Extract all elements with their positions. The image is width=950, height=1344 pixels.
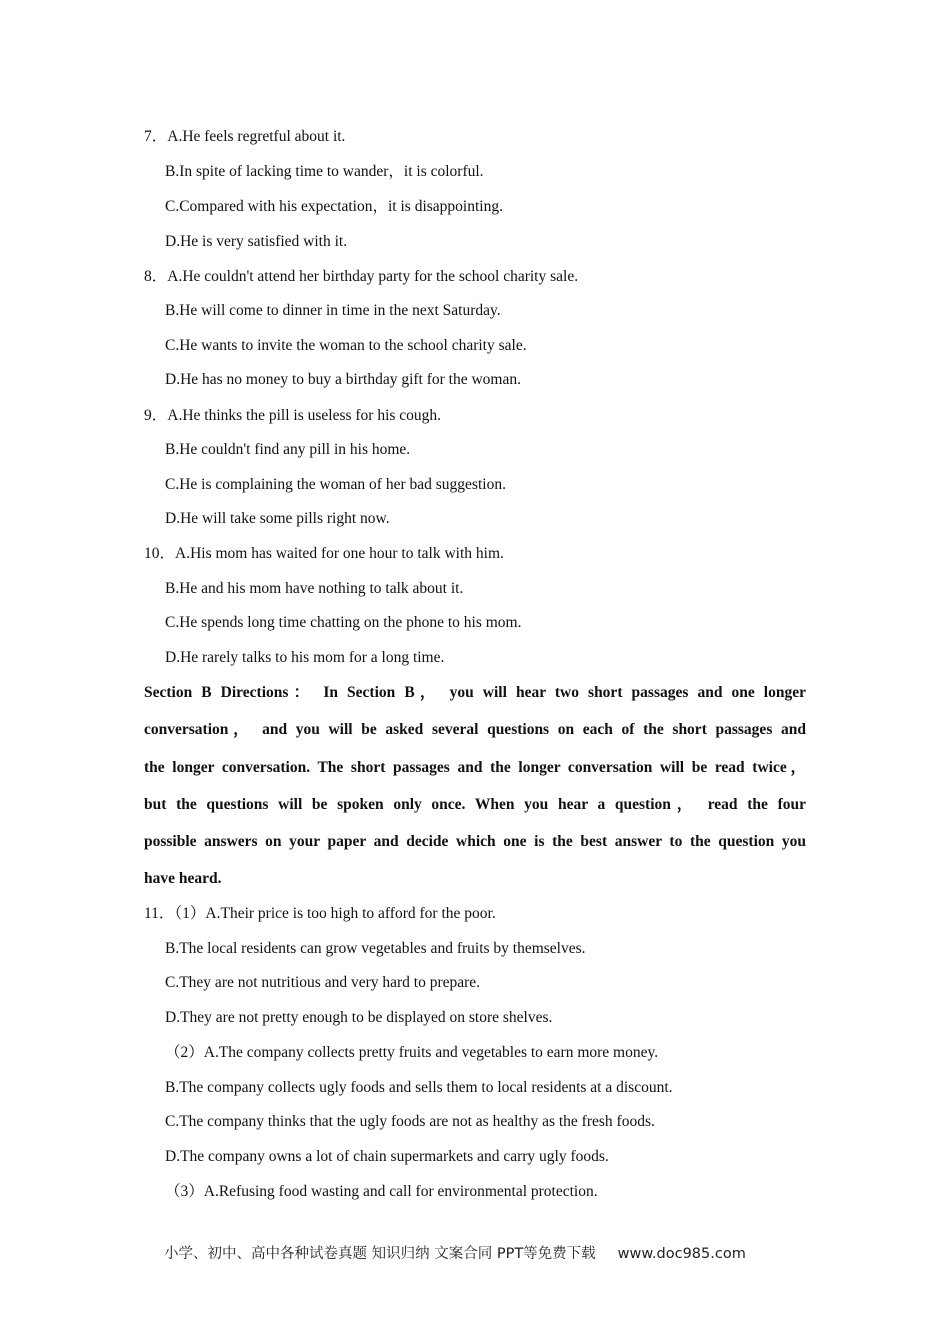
question-11-part2-option-b: B.The company collects ugly foods and sells them to local residents at a discount. bbox=[165, 1079, 673, 1096]
section-b-directions-line: Section B Directions： In Section B， you will hear two short passages and one longer bbox=[144, 684, 806, 701]
question-10-option-d: D.He rarely talks to his mom for a long time. bbox=[165, 649, 445, 666]
question-8-option-b: B.He will come to dinner in time in the next Saturday. bbox=[165, 302, 501, 319]
question-11-part1-option-d: D.They are not pretty enough to be displayed on store shelves. bbox=[165, 1009, 553, 1026]
section-b-directions-line: the longer conversation. The short passages and the longer conversation will be read twice， bbox=[144, 759, 806, 776]
question-7-stem: 7．A.He feels regretful about it. bbox=[144, 128, 346, 145]
question-7-option-c: C.Compared with his expectation，it is disappointing. bbox=[165, 198, 503, 215]
page-footer bbox=[164, 1244, 746, 1264]
question-8-option-c: C.He wants to invite the woman to the school charity sale. bbox=[165, 337, 527, 354]
footer-text: 小学、初中、高中各种试卷真题 知识归纳 文案合同 PPT等免费下载 bbox=[164, 1246, 596, 1262]
footer-url[interactable]: www.doc985.com bbox=[617, 1246, 746, 1262]
question-7-option-d: D.He is very satisfied with it. bbox=[165, 233, 348, 250]
question-10-option-b: B.He and his mom have nothing to talk about it. bbox=[165, 580, 464, 597]
question-11-part3-stem: （3）A.Refusing food wasting and call for environmental protection. bbox=[165, 1183, 598, 1200]
question-9-option-d: D.He will take some pills right now. bbox=[165, 510, 390, 527]
question-9-option-c: C.He is complaining the woman of her bad suggestion. bbox=[165, 476, 506, 493]
question-9-stem: 9．A.He thinks the pill is useless for his cough. bbox=[144, 407, 442, 424]
section-b-directions-line: have heard. bbox=[144, 870, 222, 887]
question-11-part2-option-d: D.The company owns a lot of chain supermarkets and carry ugly foods. bbox=[165, 1148, 609, 1165]
question-10-stem: 10．A.His mom has waited for one hour to talk with him. bbox=[144, 545, 504, 562]
section-b-directions-line: possible answers on your paper and decide which one is the best answer to the question you bbox=[144, 833, 806, 850]
section-b-directions-line: but the questions will be spoken only once. When you hear a question， read the four bbox=[144, 796, 806, 813]
section-b-directions-line: conversation， and you will be asked several questions on each of the short passages and bbox=[144, 721, 806, 738]
question-8-stem: 8．A.He couldn't attend her birthday party for the school charity sale. bbox=[144, 268, 579, 285]
question-7-option-b: B.In spite of lacking time to wander，it is colorful. bbox=[165, 163, 484, 180]
question-8-option-d: D.He has no money to buy a birthday gift for the woman. bbox=[165, 371, 521, 388]
question-11-part1-option-c: C.They are not nutritious and very hard to prepare. bbox=[165, 974, 481, 991]
question-9-option-b: B.He couldn't find any pill in his home. bbox=[165, 441, 411, 458]
question-11-part2-option-c: C.The company thinks that the ugly foods are not as healthy as the fresh foods. bbox=[165, 1113, 655, 1130]
question-11-part1-option-b: B.The local residents can grow vegetables and fruits by themselves. bbox=[165, 940, 586, 957]
question-10-option-c: C.He spends long time chatting on the phone to his mom. bbox=[165, 614, 522, 631]
question-11-part1-stem: 11．（1）A.Their price is too high to afford for the poor. bbox=[144, 905, 496, 922]
question-11-part2-stem: （2）A.The company collects pretty fruits and vegetables to earn more money. bbox=[165, 1044, 659, 1061]
